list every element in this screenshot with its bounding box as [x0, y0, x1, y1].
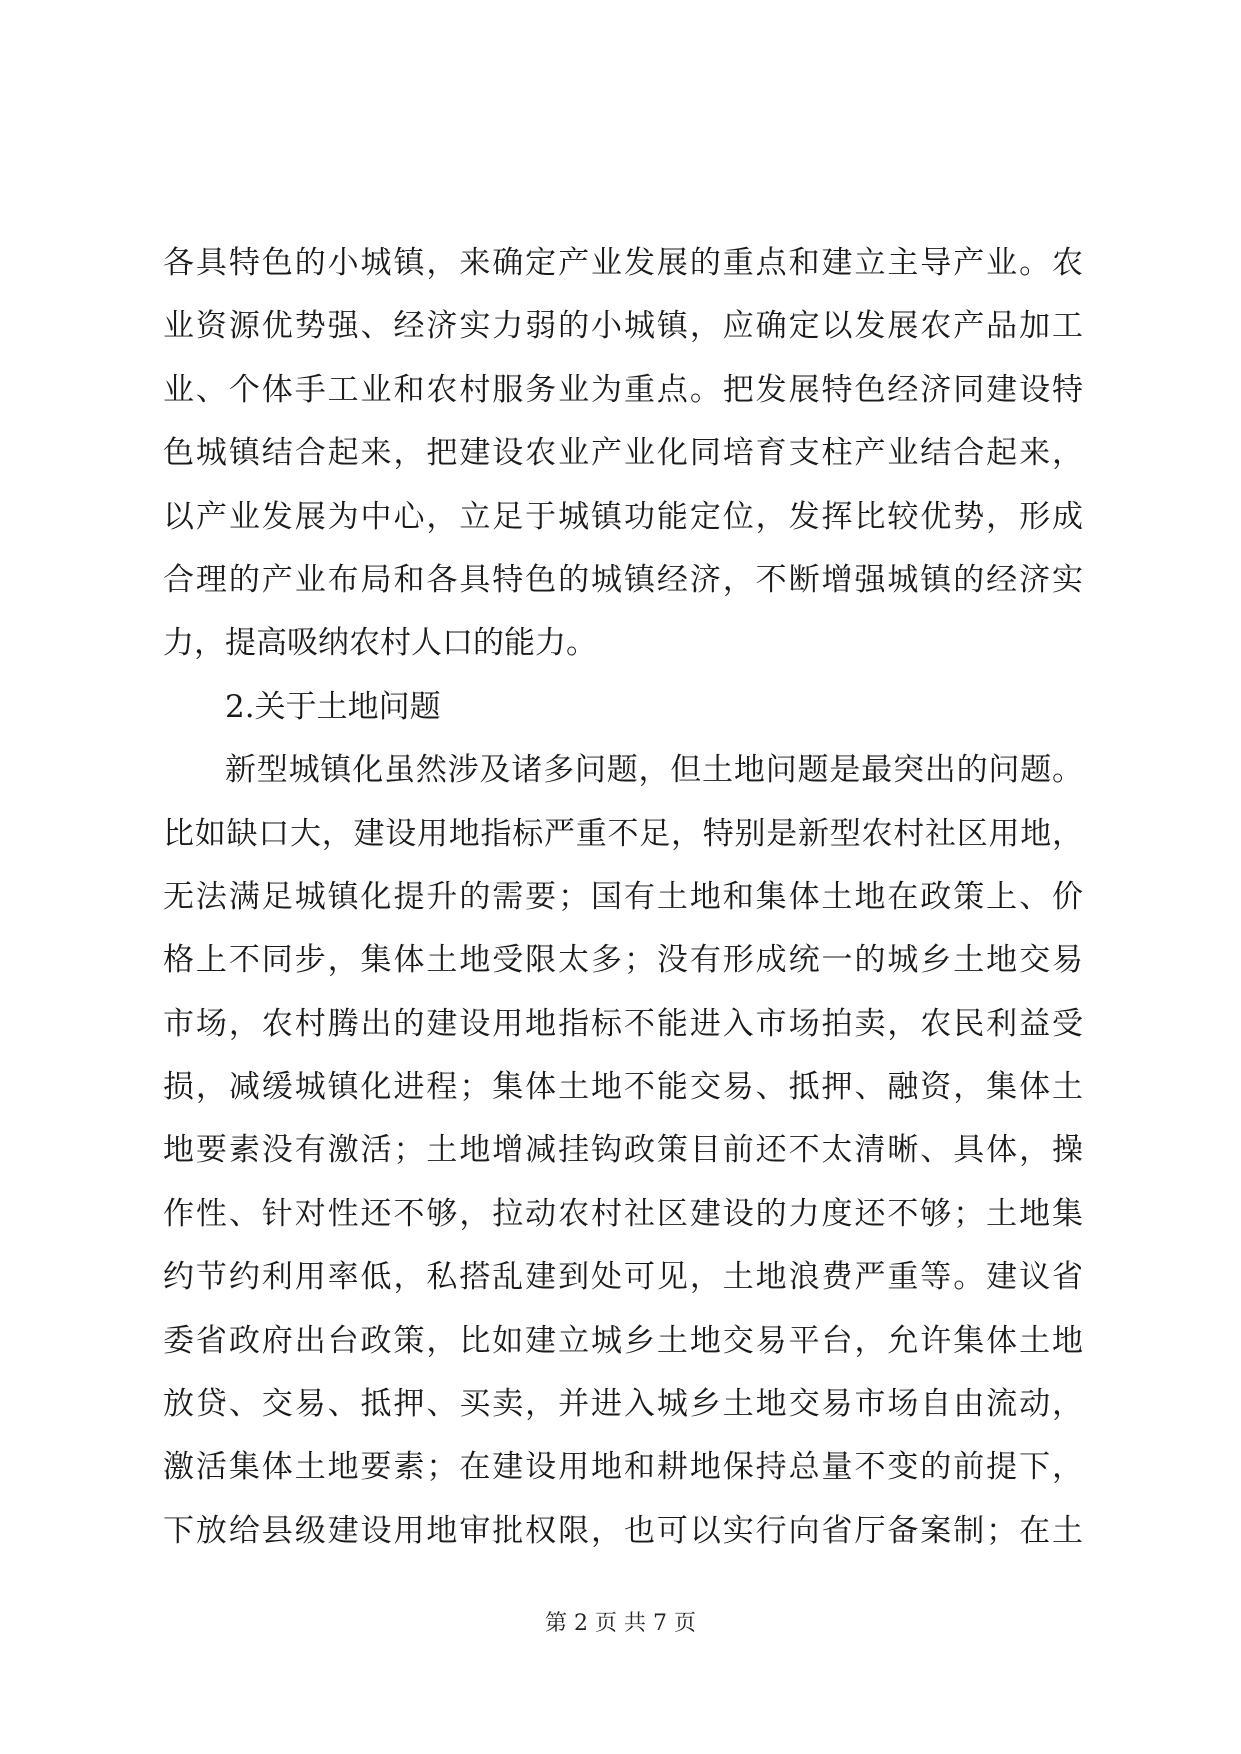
text-line: 无法满足城镇化提升的需要；国有土地和集体土地在政策上、价: [163, 878, 1083, 915]
text-line: 激活集体土地要素；在建设用地和耕地保持总量不变的前提下，: [163, 1449, 1083, 1486]
text-line: 各具特色的小城镇，来确定产业发展的重点和建立主导产业。农: [163, 245, 1083, 281]
text-line: 合理的产业布局和各具特色的城镇经济，不断增强城镇的经济实: [163, 561, 1083, 598]
text-line: 以产业发展为中心，立足于城镇功能定位，发挥比较优势，形成: [163, 498, 1083, 535]
text-line: 力，提高吸纳农村人口的能力。: [163, 625, 597, 662]
text-line: 放贷、交易、抵押、买卖，并进入城乡土地交易市场自由流动，: [163, 1386, 1083, 1423]
text-line: 业资源优势强、经济实力弱的小城镇，应确定以发展农产品加工: [163, 308, 1083, 345]
text-line: 比如缺口大，建设用地指标严重不足，特别是新型农村社区用地，: [163, 815, 1083, 852]
text-line: 下放给县级建设用地审批权限，也可以实行向省厅备案制；在土: [163, 1512, 1083, 1549]
text-line: 新型城镇化虽然涉及诸多问题，但土地问题是最突出的问题。: [225, 752, 1083, 789]
text-line: 业、个体手工业和农村服务业为重点。把发展特色经济同建设特: [163, 371, 1083, 408]
text-line: 委省政府出台政策，比如建立城乡土地交易平台，允许集体土地: [163, 1322, 1083, 1359]
body-text: [163, 232, 1083, 1563]
text-line: 市场，农村腾出的建设用地指标不能进入市场拍卖，农民利益受: [163, 1005, 1083, 1042]
text-line: 损，减缓城镇化进程；集体土地不能交易、抵押、融资，集体土: [163, 1069, 1083, 1106]
section-heading: 2.关于土地问题: [225, 688, 441, 725]
text-line: 约节约利用率低，私搭乱建到处可见，土地浪费严重等。建议省: [163, 1259, 1083, 1296]
text-line: 色城镇结合起来，把建设农业产业化同培育支柱产业结合起来，: [163, 435, 1083, 472]
text-line: 作性、针对性还不够，拉动农村社区建设的力度还不够；土地集: [163, 1195, 1083, 1232]
page-number-footer: 第 2 页 共 7 页: [545, 1611, 696, 1636]
text-line: 地要素没有激活；土地增减挂钩政策目前还不太清晰、具体，操: [163, 1132, 1083, 1169]
text-line: 格上不同步，集体土地受限太多；没有形成统一的城乡土地交易: [163, 942, 1083, 979]
